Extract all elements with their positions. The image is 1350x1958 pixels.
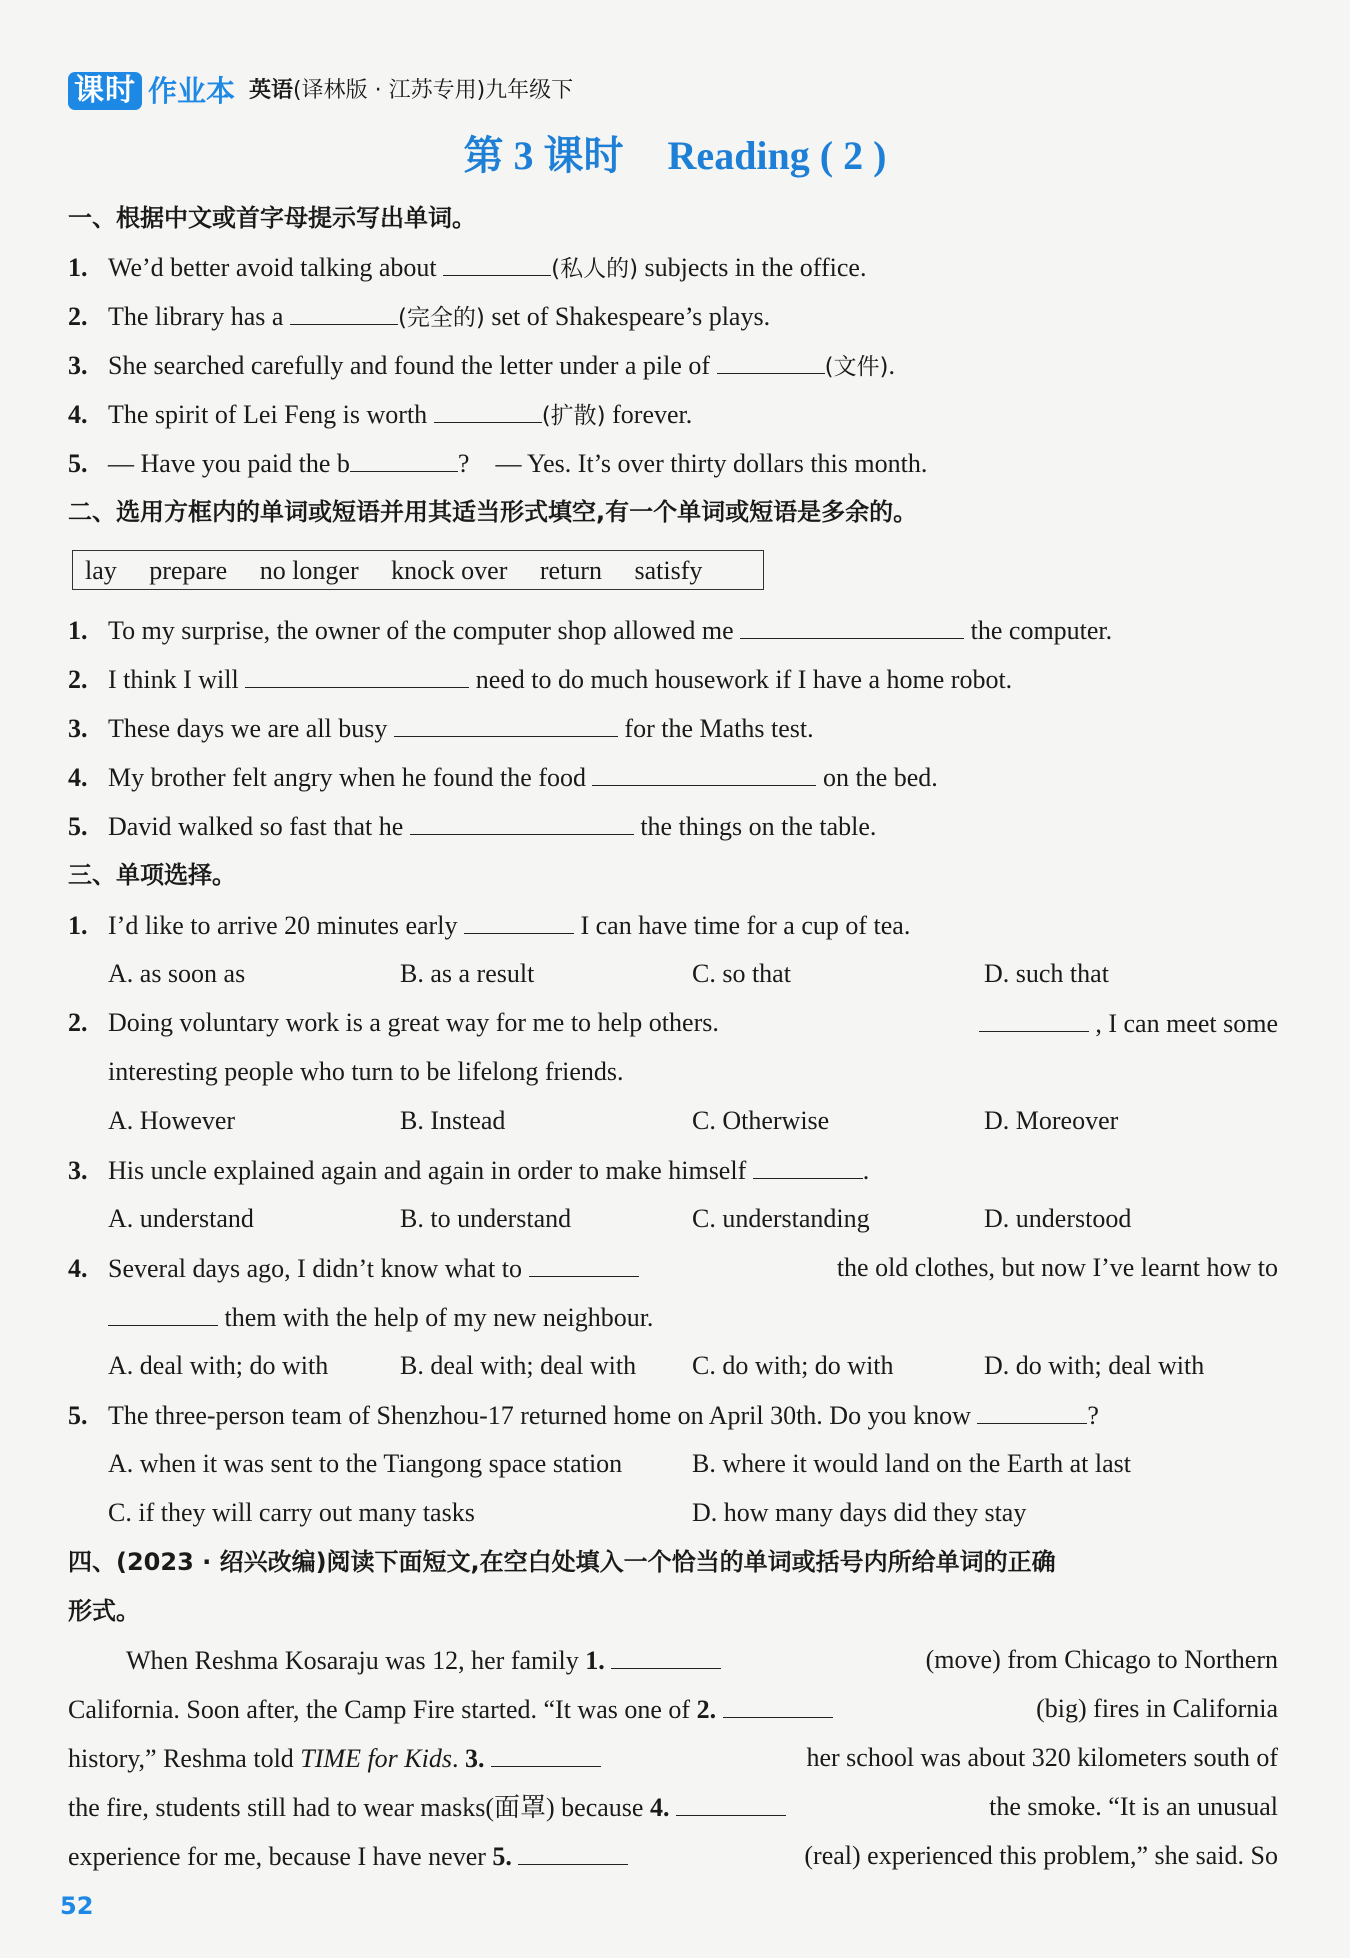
question-text-end: them with the help of my new neighbour. bbox=[224, 1303, 654, 1332]
question-text-end: , I can meet some bbox=[1095, 1009, 1278, 1038]
word-option: no longer bbox=[259, 556, 359, 585]
option-d[interactable]: D. such that bbox=[984, 959, 1109, 988]
option-d[interactable]: D. understood bbox=[984, 1204, 1132, 1233]
passage-text: (move) from Chicago to Northern bbox=[925, 1645, 1278, 1674]
s3-question-1 bbox=[68, 907, 910, 944]
passage-line-4 bbox=[68, 1789, 1278, 1826]
answer-blank[interactable] bbox=[464, 907, 574, 934]
answer-blank[interactable] bbox=[290, 298, 398, 325]
hint: (文件) bbox=[824, 354, 889, 380]
passage-text: . bbox=[451, 1744, 459, 1773]
hint: (扩散) bbox=[541, 403, 606, 429]
item-text-end: forever. bbox=[612, 400, 693, 429]
answer-blank[interactable] bbox=[592, 759, 816, 786]
option-a[interactable]: A. However bbox=[108, 1106, 236, 1135]
page-number: 52 bbox=[60, 1892, 94, 1920]
item-text: The library has a bbox=[108, 302, 284, 331]
item-text-end: the computer. bbox=[970, 616, 1113, 645]
subject-name: 英语 bbox=[249, 78, 294, 103]
option-b[interactable]: B. where it would land on the Earth at last bbox=[692, 1449, 1132, 1478]
lesson-label: 第 3 课时 bbox=[463, 133, 624, 178]
passage-line-3 bbox=[68, 1740, 1278, 1777]
question-text-end: ? bbox=[1087, 1401, 1099, 1430]
answer-blank[interactable] bbox=[491, 1740, 601, 1767]
option-a[interactable]: A. when it was sent to the Tiangong space station bbox=[108, 1449, 623, 1478]
option-b[interactable]: B. deal with; deal with bbox=[400, 1351, 637, 1380]
answer-blank[interactable] bbox=[245, 661, 469, 688]
item-text: My brother felt angry when he found the food bbox=[108, 763, 586, 792]
answer-blank[interactable] bbox=[108, 1299, 218, 1326]
item-text: I think I will bbox=[108, 665, 239, 694]
option-c[interactable]: C. if they will carry out many tasks bbox=[108, 1498, 475, 1527]
passage-line-2 bbox=[68, 1691, 1278, 1728]
item-number: 4. bbox=[68, 1254, 88, 1283]
word-option: return bbox=[539, 556, 602, 585]
s3-question-4 bbox=[68, 1250, 1278, 1287]
item-number: 2. bbox=[68, 1008, 88, 1037]
item-text: To my surprise, the owner of the computer shop allowed me bbox=[108, 616, 734, 645]
item-number: 1. bbox=[68, 911, 88, 940]
section-3-heading: 三、单项选择。 bbox=[68, 861, 236, 889]
section-4-heading: 四、(2023 · 绍兴改编)阅读下面短文,在空白处填入一个恰当的单词或括号内所给单词的正确 bbox=[68, 1548, 1056, 1576]
answer-blank[interactable] bbox=[611, 1642, 721, 1669]
word-option: prepare bbox=[149, 556, 228, 585]
item-number: 3. bbox=[68, 1156, 88, 1185]
item-number: 5. bbox=[68, 812, 88, 841]
option-a[interactable]: A. understand bbox=[108, 1204, 254, 1233]
item-number: 3. bbox=[68, 714, 88, 743]
answer-blank[interactable] bbox=[979, 1005, 1089, 1032]
s3-question-5 bbox=[68, 1397, 1099, 1434]
answer-blank[interactable] bbox=[518, 1838, 628, 1865]
item-text-end: need to do much housework if I have a home robot. bbox=[475, 665, 1013, 694]
item-text: — Have you paid the b bbox=[108, 449, 350, 478]
s1-item-1 bbox=[68, 249, 866, 287]
item-number: 4. bbox=[68, 400, 88, 429]
s3-q4-continued bbox=[108, 1299, 653, 1336]
answer-blank[interactable] bbox=[740, 612, 964, 639]
s2-item-5 bbox=[68, 808, 876, 845]
s2-item-4 bbox=[68, 759, 938, 796]
passage-text: (big) fires in California bbox=[1036, 1694, 1278, 1723]
item-text: We’d better avoid talking about bbox=[108, 253, 437, 282]
s1-item-5 bbox=[68, 445, 927, 482]
edition-label: (译林版 · 江苏专用)九年级下 bbox=[293, 78, 574, 103]
answer-blank[interactable] bbox=[350, 445, 458, 472]
answer-blank[interactable] bbox=[443, 249, 551, 276]
item-number: 3. bbox=[68, 351, 88, 380]
item-number: 4. bbox=[68, 763, 88, 792]
option-d[interactable]: D. Moreover bbox=[984, 1106, 1119, 1135]
question-text: Doing voluntary work is a great way for me to help others. bbox=[108, 1008, 719, 1037]
answer-blank[interactable] bbox=[410, 808, 634, 835]
passage-text: her school was about 320 kilometers south of bbox=[806, 1743, 1278, 1772]
s2-item-1 bbox=[68, 612, 1112, 649]
question-text-end: I can have time for a cup of tea. bbox=[580, 911, 911, 940]
question-text: The three-person team of Shenzhou-17 returned home on April 30th. Do you know bbox=[108, 1401, 971, 1430]
item-text-end: the things on the table. bbox=[640, 812, 877, 841]
answer-blank[interactable] bbox=[434, 396, 542, 423]
answer-blank[interactable] bbox=[723, 1691, 833, 1718]
answer-blank[interactable] bbox=[676, 1789, 786, 1816]
passage-text: When Reshma Kosaraju was 12, her family bbox=[126, 1646, 579, 1675]
option-a[interactable]: A. as soon as bbox=[108, 959, 246, 988]
section-2-heading: 二、选用方框内的单词或短语并用其适当形式填空,有一个单词或短语是多余的。 bbox=[68, 498, 918, 526]
word-option: lay bbox=[85, 556, 117, 585]
question-text: His uncle explained again and again in order to make himself bbox=[108, 1156, 747, 1185]
subject-label bbox=[249, 72, 573, 110]
option-c[interactable]: C. so that bbox=[692, 959, 791, 988]
option-a[interactable]: A. deal with; do with bbox=[108, 1351, 329, 1380]
header bbox=[68, 70, 573, 110]
word-box bbox=[72, 550, 764, 590]
s3-question-3 bbox=[68, 1152, 869, 1189]
option-d[interactable]: D. how many days did they stay bbox=[692, 1498, 1027, 1527]
answer-blank[interactable] bbox=[977, 1397, 1087, 1424]
item-text: She searched carefully and found the letter under a pile of bbox=[108, 351, 711, 380]
passage-text: the fire, students still had to wear masks(面罩) because bbox=[68, 1793, 644, 1822]
word-option: satisfy bbox=[634, 556, 703, 585]
item-text-end: for the Maths test. bbox=[624, 714, 814, 743]
item-number: 2. bbox=[68, 302, 88, 331]
item-number: 1. bbox=[68, 253, 88, 282]
page-title bbox=[0, 128, 1350, 184]
s3-question-2 bbox=[68, 1005, 1278, 1042]
passage-text: California. Soon after, the Camp Fire started. “It was one of bbox=[68, 1695, 691, 1724]
blank-number: 3. bbox=[464, 1744, 485, 1773]
answer-blank[interactable] bbox=[717, 347, 825, 374]
logo-text: 作业本 bbox=[148, 74, 236, 108]
question-text-end: . bbox=[862, 1156, 870, 1185]
blank-number: 1. bbox=[585, 1646, 605, 1675]
section-4-heading-cont: 形式。 bbox=[68, 1597, 140, 1625]
option-b[interactable]: B. Instead bbox=[400, 1106, 506, 1135]
question-text: Several days ago, I didn’t know what to bbox=[108, 1254, 522, 1283]
lesson-topic: Reading ( 2 ) bbox=[667, 133, 887, 178]
item-text: These days we are all busy bbox=[108, 714, 388, 743]
item-number: 5. bbox=[68, 1401, 88, 1430]
option-c[interactable]: C. do with; do with bbox=[692, 1351, 894, 1380]
s3-q2-continued: interesting people who turn to be lifelong friends. bbox=[108, 1057, 624, 1086]
hint: (完全的) bbox=[397, 305, 485, 331]
question-text: I’d like to arrive 20 minutes early bbox=[108, 911, 458, 940]
s1-item-2 bbox=[68, 298, 770, 336]
answer-blank[interactable] bbox=[753, 1152, 863, 1179]
question-mark: ? bbox=[457, 449, 470, 478]
s2-item-2 bbox=[68, 661, 1012, 698]
magazine-title: TIME for Kids bbox=[300, 1744, 452, 1773]
option-b[interactable]: B. as a result bbox=[400, 959, 535, 988]
passage-line-5 bbox=[68, 1838, 1278, 1875]
item-text: The spirit of Lei Feng is worth bbox=[108, 400, 428, 429]
logo-box: 课时 bbox=[68, 72, 142, 110]
option-c[interactable]: C. understanding bbox=[692, 1204, 870, 1233]
item-number: 2. bbox=[68, 665, 88, 694]
passage-text: the smoke. “It is an unusual bbox=[989, 1792, 1278, 1821]
option-c[interactable]: C. Otherwise bbox=[692, 1106, 830, 1135]
passage-text: history,” Reshma told bbox=[68, 1744, 294, 1773]
item-number: 1. bbox=[68, 616, 88, 645]
blank-number: 4. bbox=[649, 1793, 670, 1822]
passage-text: experience for me, because I have never bbox=[68, 1842, 486, 1871]
question-text-mid: the old clothes, but now I’ve learnt how to bbox=[836, 1253, 1278, 1282]
option-b[interactable]: B. to understand bbox=[400, 1204, 572, 1233]
s1-item-3 bbox=[68, 347, 895, 385]
word-option: knock over bbox=[391, 556, 508, 585]
section-1-heading: 一、根据中文或首字母提示写出单词。 bbox=[68, 204, 476, 232]
blank-number: 2. bbox=[696, 1695, 717, 1724]
s2-item-3 bbox=[68, 710, 814, 747]
item-text-end: . bbox=[888, 351, 896, 380]
item-text-end: on the bed. bbox=[822, 763, 938, 792]
s1-item-4 bbox=[68, 396, 692, 434]
hint: (私人的) bbox=[551, 256, 639, 282]
item-text-end: — Yes. It’s over thirty dollars this month. bbox=[495, 449, 928, 478]
passage-text: (real) experienced this problem,” she said. So bbox=[804, 1841, 1278, 1870]
answer-blank[interactable] bbox=[394, 710, 618, 737]
option-d[interactable]: D. do with; deal with bbox=[984, 1351, 1205, 1380]
item-number: 5. bbox=[68, 449, 88, 478]
answer-blank[interactable] bbox=[529, 1250, 639, 1277]
item-text: David walked so fast that he bbox=[108, 812, 404, 841]
item-text-end: set of Shakespeare’s plays. bbox=[491, 302, 771, 331]
passage-line-1 bbox=[126, 1642, 1278, 1679]
item-text-end: subjects in the office. bbox=[644, 253, 867, 282]
blank-number: 5. bbox=[492, 1842, 512, 1871]
